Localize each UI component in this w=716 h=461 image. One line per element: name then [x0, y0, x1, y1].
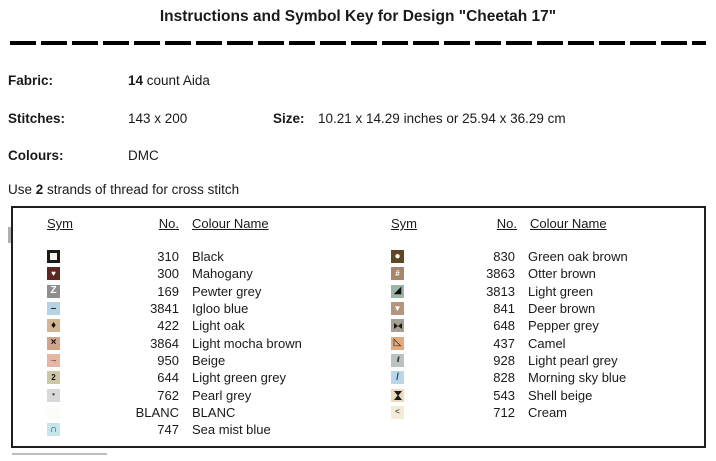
thread-number: 437	[493, 335, 515, 351]
key-row	[47, 352, 357, 369]
thread-number: 828	[493, 370, 515, 386]
colour-name: BLANC	[192, 404, 236, 420]
key-rows-left	[47, 248, 357, 438]
colour-name: Beige	[192, 352, 226, 368]
colour-name: Green oak brown	[528, 249, 628, 265]
open-square-icon	[47, 250, 60, 263]
key-row	[391, 386, 701, 403]
colour-name-header: Colour Name	[192, 216, 269, 231]
thread-number: 169	[157, 283, 179, 299]
symbol-glyph: ♦	[50, 319, 57, 331]
key-row	[47, 317, 357, 334]
colour-name: Camel	[528, 335, 566, 351]
symbol-glyph: ◢	[393, 285, 402, 297]
key-row	[391, 369, 701, 386]
key-row	[47, 334, 357, 351]
thread-number: 3864	[150, 335, 179, 351]
key-header-left	[47, 215, 357, 232]
heart-icon	[47, 267, 60, 280]
colour-name: Morning sky blue	[528, 370, 627, 386]
thread-number: 644	[157, 370, 179, 386]
colour-name: Pearl grey	[192, 387, 252, 403]
symbol-glyph: ●	[394, 250, 401, 262]
thread-number: 762	[157, 387, 179, 403]
key-row	[391, 248, 701, 265]
colour-name: Shell beige	[528, 387, 593, 403]
strands-prefix: Use	[8, 182, 36, 197]
colour-name-header: Colour Name	[530, 216, 607, 231]
key-row	[391, 317, 701, 334]
thread-number: 830	[493, 249, 515, 265]
thread-number: BLANC	[135, 404, 179, 420]
symbol-glyph: •	[52, 390, 55, 400]
cross-x-icon	[47, 337, 60, 350]
colour-name: Otter brown	[528, 266, 596, 282]
dashed-divider	[10, 41, 706, 45]
key-row	[47, 265, 357, 282]
strands-suffix: strands of thread for cross stitch	[43, 182, 240, 197]
colours-value: DMC	[128, 148, 159, 163]
key-row	[47, 248, 357, 265]
stitches-value: 143 x 200	[128, 111, 188, 126]
key-row	[391, 265, 701, 282]
thread-number: 928	[493, 352, 515, 368]
symbol-glyph: <	[395, 407, 400, 417]
colour-name: Igloo blue	[192, 301, 249, 317]
key-row	[391, 352, 701, 369]
thread-number: 543	[493, 387, 515, 403]
symbol-glyph: /	[396, 371, 399, 383]
key-row	[47, 283, 357, 300]
symbol-glyph: Z	[50, 285, 57, 297]
strands-count: 2	[35, 182, 44, 197]
fabric-value-count: 14	[128, 73, 144, 88]
key-row	[391, 404, 701, 421]
bowtie-icon	[391, 319, 404, 332]
sym-header: Sym	[47, 216, 73, 231]
key-row	[47, 421, 357, 438]
stitches-row	[8, 111, 566, 126]
slashes-icon	[391, 354, 404, 367]
key-header-right	[391, 215, 701, 232]
strands-note	[8, 182, 239, 197]
key-row	[47, 369, 357, 386]
letter-z-icon	[47, 285, 60, 298]
key-row	[47, 300, 357, 317]
digit-2-icon	[47, 371, 60, 384]
key-rows-right	[391, 248, 701, 421]
dash-icon	[47, 302, 60, 315]
colour-name: Cream	[528, 404, 568, 420]
thread-number: 3841	[150, 301, 179, 317]
colour-name: Light green	[528, 283, 594, 299]
symbol-glyph: –	[50, 302, 57, 314]
symbol-glyph: ∩	[49, 423, 58, 435]
fabric-value-rest: count Aida	[143, 73, 210, 88]
symbol-glyph: ×	[50, 337, 57, 349]
down-triangle-icon	[391, 302, 404, 315]
colour-name: Black	[192, 249, 224, 265]
symbol-glyph: ▼	[393, 303, 402, 313]
key-row	[47, 386, 357, 403]
fabric-row	[8, 73, 210, 88]
symbol-glyph: ♥	[51, 268, 56, 278]
diamond-icon	[47, 319, 60, 332]
triangle-outline-icon	[391, 337, 404, 350]
key-column-left	[47, 208, 357, 438]
colour-name: Light mocha brown	[192, 335, 302, 351]
key-row	[391, 334, 701, 351]
size-value: 10.21 x 14.29 inches or 25.94 x 36.29 cm	[318, 111, 566, 126]
colour-name: Mahogany	[192, 266, 253, 282]
key-row	[391, 283, 701, 300]
thread-number: 648	[493, 318, 515, 334]
thread-number: 422	[157, 318, 179, 334]
thread-number: 3863	[486, 266, 515, 282]
symbol-glyph: 2	[51, 372, 56, 382]
colours-row	[8, 148, 159, 163]
fabric-label: Fabric:	[8, 73, 54, 88]
arrow-right-icon	[47, 354, 60, 367]
sym-header: Sym	[391, 216, 417, 231]
circle-icon	[391, 250, 404, 263]
symbol-glyph: #	[395, 268, 400, 278]
slash-icon	[391, 371, 404, 384]
key-row	[47, 404, 357, 421]
thread-number: 712	[493, 404, 515, 420]
symbol-glyph: →	[49, 355, 58, 365]
filled-triangle-icon	[391, 285, 404, 298]
no-header: No.	[496, 216, 517, 231]
thread-number: 747	[157, 422, 179, 438]
thread-number: 841	[493, 301, 515, 317]
hourglass-icon	[391, 389, 404, 402]
page-title: Instructions and Symbol Key for Design "Cheetah 17"	[159, 8, 557, 25]
colour-name: Sea mist blue	[192, 422, 271, 438]
scan-artifact-bottom	[12, 453, 107, 455]
less-than-icon	[391, 406, 404, 419]
colour-name: Pewter grey	[192, 283, 262, 299]
key-column-right	[391, 208, 701, 421]
blank-swatch	[47, 406, 60, 419]
thread-number: 300	[157, 266, 179, 282]
symbol-glyph: ///	[396, 356, 399, 364]
stitches-label: Stitches:	[8, 111, 66, 126]
thread-number: 950	[157, 352, 179, 368]
no-header: No.	[158, 216, 179, 231]
key-row	[391, 300, 701, 317]
colour-name: Light green grey	[192, 370, 286, 386]
colour-name: Light oak	[192, 318, 245, 334]
cap-intersection-icon	[47, 423, 60, 436]
colour-name: Light pearl grey	[528, 352, 618, 368]
colour-name: Deer brown	[528, 301, 596, 317]
dot-icon	[47, 389, 60, 402]
thread-number: 310	[157, 249, 179, 265]
colour-name: Pepper grey	[528, 318, 599, 334]
symbol-glyph: ◺	[393, 337, 402, 349]
hash-icon	[391, 267, 404, 280]
size-label: Size:	[273, 111, 305, 126]
thread-number: 3813	[486, 283, 515, 299]
colours-label: Colours:	[8, 148, 64, 163]
symbol-key-table	[11, 206, 706, 448]
